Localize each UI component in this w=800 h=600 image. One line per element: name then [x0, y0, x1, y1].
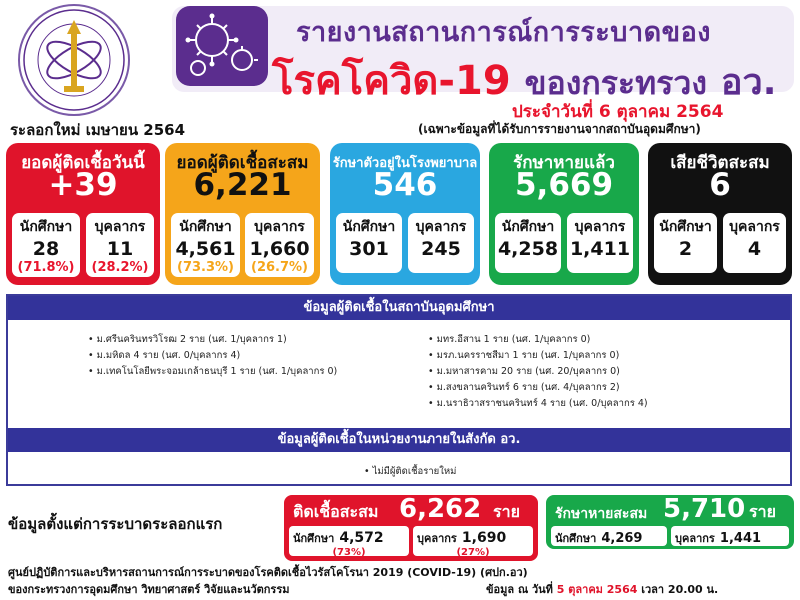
asof-time: เวลา 20.00 น. — [641, 583, 719, 596]
list-item: • ม.เทคโนโลยีพระจอมเกล้าธนบุรี 1 ราย (นศ. 1/บุคลากร 0) — [88, 364, 337, 379]
cumulative-recovered-title: รักษาหายสะสม — [555, 506, 648, 522]
card-hospitalized — [330, 143, 480, 285]
ministry-prefix: ของกระทรวง — [524, 64, 707, 102]
cumulative-recovered-box — [546, 495, 794, 549]
students-label: นักศึกษา — [501, 219, 555, 235]
staff-label: บุคลากร — [729, 219, 780, 235]
list-item: • ไม่มีผู้ติดเชื้อรายใหม่ — [364, 464, 456, 479]
footer-center-name: ศูนย์ปฏิบัติการและบริหารสถานการณ์การระบาดของโรคติดเชื้อไวรัสโคโรนา 2019 (COVID-19) (ศปก.อว) — [8, 566, 528, 579]
staff-box — [413, 526, 533, 556]
staff-box — [86, 213, 154, 277]
students-value: 4,572 — [339, 530, 384, 546]
infection-details-panel — [6, 294, 792, 486]
students-box — [171, 213, 240, 277]
students-pct: (73%) — [332, 547, 366, 558]
staff-value: 1,660 — [249, 238, 310, 260]
ministry-logo — [18, 4, 130, 116]
students-pct: (71.8%) — [17, 260, 75, 275]
unit-label: ราย — [493, 502, 520, 521]
staff-label: บุคลากร — [417, 532, 457, 545]
cumulative-infected-box — [284, 495, 538, 561]
card-value: 6 — [709, 167, 731, 203]
staff-box — [408, 213, 474, 273]
card-recovered — [489, 143, 639, 285]
card-cumulative-infections — [165, 143, 320, 285]
data-as-of — [486, 580, 718, 598]
list-item: • มรภ.นครราชสีมา 1 ราย (นศ. 1/บุคลากร 0) — [428, 348, 619, 363]
report-date: ประจำวันที่ 6 ตุลาคม 2564 — [512, 102, 724, 122]
list-item: • ม.สงขลานครินทร์ 6 ราย (นศ. 4/บุคลากร 2) — [428, 380, 620, 395]
footer-ministry-name: ของกระทรวงการอุดมศึกษา วิทยาศาสตร์ วิจัยและนวัตกรรม — [8, 583, 290, 596]
card-new-infections — [6, 143, 160, 285]
students-value: 28 — [32, 238, 60, 260]
staff-label: บุคลากร — [675, 532, 715, 545]
staff-pct: (26.7%) — [251, 260, 308, 275]
staff-box — [723, 213, 786, 273]
students-value: 301 — [349, 238, 389, 260]
staff-value: 1,411 — [569, 238, 631, 260]
list-item: • ม.นราธิวาสราชนครินทร์ 4 ราย (นศ. 0/บุคลากร 4) — [428, 396, 648, 411]
card-title: ยอดผู้ติดเชื้อวันนี้ — [21, 153, 145, 173]
card-title: รักษาหายแล้ว — [513, 153, 615, 173]
card-title: รักษาตัวอยู่ในโรงพยาบาล — [332, 156, 478, 171]
ministry-abbr: อว. — [720, 62, 777, 103]
asof-prefix: ข้อมูล ณ วันที่ — [486, 583, 553, 596]
list-item: • มทร.อีสาน 1 ราย (นศ. 1/บุคลากร 0) — [428, 332, 590, 347]
staff-value: 11 — [106, 238, 134, 260]
cumulative-infected-title: ติดเชื้อสะสม — [293, 502, 379, 521]
staff-value: 1,690 — [461, 530, 507, 546]
students-box — [495, 213, 561, 273]
cumulative-recovered-value: 5,710 — [663, 494, 746, 524]
card-title: ยอดผู้ติดเชื้อสะสม — [176, 153, 309, 173]
list-item: • ม.มหาสารคาม 20 ราย (นศ. 20/บุคลากร 0) — [428, 364, 620, 379]
asof-date: 5 ตุลาคม 2564 — [556, 583, 638, 596]
staff-box — [567, 213, 633, 273]
staff-box — [671, 526, 789, 546]
staff-label: บุคลากร — [254, 219, 305, 235]
students-box — [654, 213, 717, 273]
students-value: 2 — [678, 238, 693, 260]
students-value: 4,258 — [497, 238, 559, 260]
staff-label: บุคลากร — [94, 219, 146, 235]
institutions-heading: ข้อมูลผู้ติดเชื้อในสถาบันอุดมศึกษา — [8, 296, 790, 320]
card-title: เสียชีวิตสะสม — [670, 153, 770, 173]
staff-pct: (28.2%) — [91, 260, 149, 275]
card-deaths — [648, 143, 792, 285]
students-box — [551, 526, 667, 546]
disease-name: โรคโควิด-19 — [272, 58, 511, 104]
new-wave-label: ระลอกใหม่ เมษายน 2564 — [10, 121, 186, 139]
card-value: +39 — [48, 167, 118, 203]
students-pct: (73.3%) — [177, 260, 234, 275]
students-value: 4,269 — [601, 531, 643, 546]
since-first-wave-label: ข้อมูลตั้งแต่การระบาดระลอกแรก — [8, 515, 223, 533]
agencies-heading: ข้อมูลผู้ติดเชื้อในหน่วยงานภายในสังกัด อว. — [8, 428, 790, 452]
staff-value: 245 — [421, 238, 461, 260]
students-label: นักศึกษา — [19, 219, 73, 235]
staff-label: บุคลากร — [574, 219, 626, 235]
students-label: นักศึกษา — [342, 219, 396, 235]
source-note: (เฉพาะข้อมูลที่ได้รับการรายงานจากสถาบันอุดมศึกษา) — [418, 122, 701, 136]
card-value: 6,221 — [193, 167, 292, 203]
card-value: 5,669 — [514, 167, 614, 203]
staff-pct: (27%) — [456, 547, 490, 558]
report-title: รายงานสถานการณ์การระบาดของ — [296, 17, 711, 48]
staff-label: บุคลากร — [415, 219, 467, 235]
unit-label: ราย — [749, 502, 776, 521]
card-value: 546 — [372, 167, 438, 203]
virus-icon — [176, 6, 268, 86]
students-label: นักศึกษา — [179, 219, 232, 235]
list-item: • ม.มหิดล 4 ราย (นศ. 0/บุคลากร 4) — [88, 348, 240, 363]
students-box — [336, 213, 402, 273]
students-label: นักศึกษา — [293, 532, 335, 545]
students-label: นักศึกษา — [555, 532, 597, 545]
students-value: 4,561 — [175, 238, 236, 260]
staff-value: 1,441 — [719, 531, 762, 546]
list-item: • ม.ศรีนครินทรวิโรฒ 2 ราย (นศ. 1/บุคลากร 1) — [88, 332, 287, 347]
staff-value: 4 — [747, 238, 762, 260]
students-box — [289, 526, 409, 556]
students-label: นักศึกษา — [659, 219, 712, 235]
cumulative-infected-value: 6,262 — [399, 494, 482, 524]
students-box — [12, 213, 80, 277]
staff-box — [245, 213, 314, 277]
